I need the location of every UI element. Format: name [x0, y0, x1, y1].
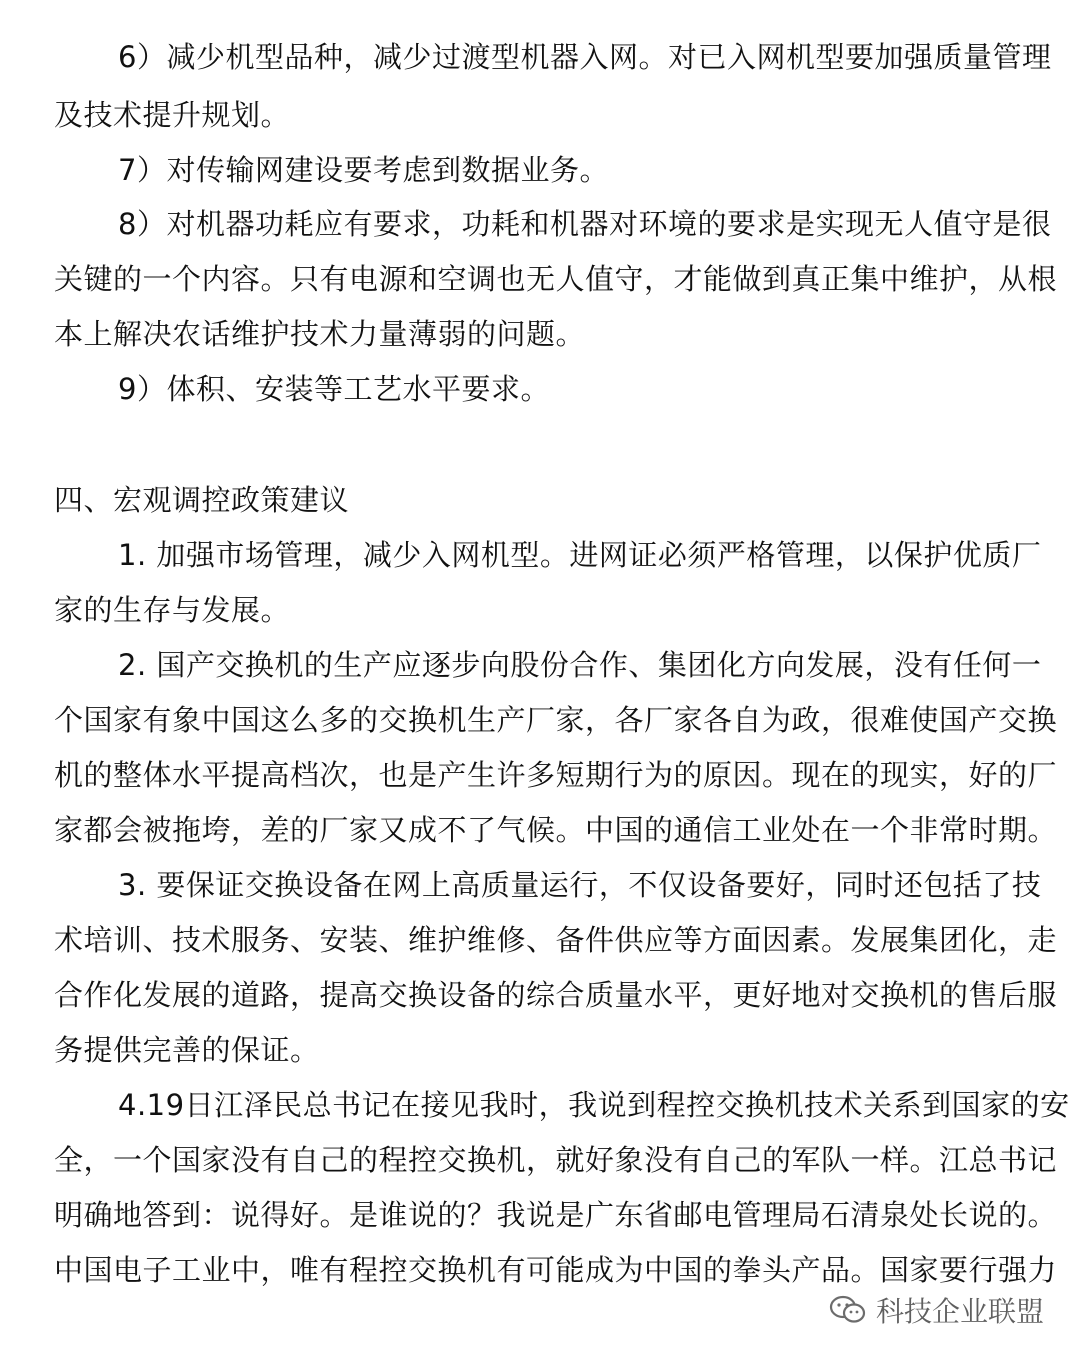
text-line: 术培训、技术服务、安装、维护维修、备件供应等方面因素。发展集团化，走	[54, 923, 1058, 957]
wechat-icon	[828, 1294, 868, 1326]
text-line: 机的整体水平提高档次，也是产生许多短期行为的原因。现在的现实，好的厂	[54, 758, 1058, 792]
text-line: 全，一个国家没有自己的程控交换机，就好象没有自己的军队一样。江总书记	[54, 1143, 1058, 1177]
text-line: 明确地答到：说得好。是谁说的？我说是广东省邮电管理局石清泉处长说的。	[54, 1198, 1058, 1232]
text-line: 本上解决农话维护技术力量薄弱的问题。	[54, 317, 586, 351]
text-line: 7）对传输网建设要考虑到数据业务。	[118, 153, 609, 187]
text-line: 8）对机器功耗应有要求，功耗和机器对环境的要求是实现无人值守是很	[118, 207, 1052, 241]
text-line: 中国电子工业中，唯有程控交换机有可能成为中国的拳头产品。国家要行强力	[54, 1253, 1058, 1287]
text-line: 家的生存与发展。	[54, 593, 291, 627]
text-line: 2. 国产交换机的生产应逐步向股份合作、集团化方向发展，没有任何一	[118, 648, 1042, 682]
text-line: 3. 要保证交换设备在网上高质量运行，不仅设备要好，同时还包括了技	[118, 868, 1042, 902]
text-line: 个国家有象中国这么多的交换机生产厂家，各厂家各自为政，很难使国产交换	[54, 703, 1058, 737]
section-heading: 四、宏观调控政策建议	[54, 483, 350, 517]
text-line: 合作化发展的道路，提高交换设备的综合质量水平，更好地对交换机的售后服	[54, 978, 1058, 1012]
text-line: 关键的一个内容。只有电源和空调也无人值守，才能做到真正集中维护，从根	[54, 262, 1058, 296]
text-line: 4.19日江泽民总书记在接见我时，我说到程控交换机技术关系到国家的安	[118, 1088, 1070, 1122]
text-line: 及技术提升规划。	[54, 98, 291, 132]
text-line: 9）体积、安装等工艺水平要求。	[118, 372, 550, 406]
watermark-text: 科技企业联盟	[875, 1295, 1044, 1328]
text-line: 1. 加强市场管理，减少入网机型。进网证必须严格管理，以保护优质厂	[118, 538, 1042, 572]
watermark	[828, 1290, 1044, 1330]
text-line: 家都会被拖垮，差的厂家又成不了气候。中国的通信工业处在一个非常时期。	[54, 813, 1058, 847]
text-line: 6）减少机型品种，减少过渡型机器入网。对已入网机型要加强质量管理	[118, 40, 1052, 74]
text-line: 务提供完善的保证。	[54, 1033, 320, 1067]
